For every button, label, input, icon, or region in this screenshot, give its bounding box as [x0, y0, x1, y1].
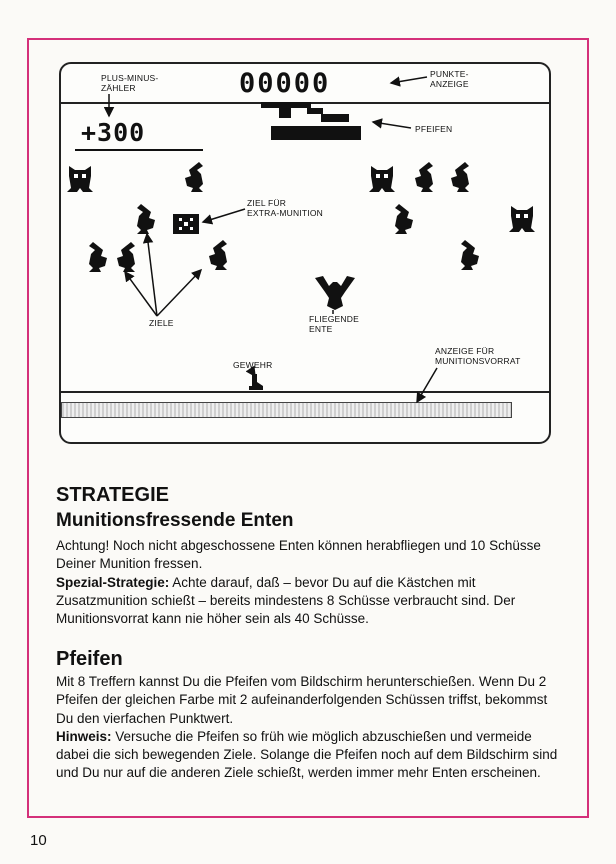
score-display: 00000 [239, 68, 331, 99]
strategy-paragraph: Achtung! Noch nicht abgeschossene Enten können herabfliegen und 10 Schüsse Deiner Munition fressen. [56, 538, 541, 572]
strategy-body [56, 537, 566, 628]
callout-arrows [61, 64, 551, 444]
pipes-paragraph: Mit 8 Treffern kannst Du die Pfeifen vom Bildschirm herunterschießen. Wenn Du 2 Pfeifen der gleichen Farbe mit 2 aufeinanderfolgenden Schüssen triffst, bekommst Du den vierfachen Punktwert. [56, 674, 548, 726]
counter-display: +300 [81, 118, 146, 147]
page-number: 10 [30, 832, 47, 849]
special-strategy-label: Spezial-Strategie: [56, 574, 170, 590]
pipes-body [56, 673, 566, 783]
pipes-heading: Pfeifen [56, 648, 123, 670]
targets-label: ZIELE [149, 318, 174, 328]
hint-text: Versuche die Pfeifen so früh wie möglich abzuschießen und vermeide dabei die sich bewegenden Ziele. Solange die Pfeifen noch auf dem Bildschirm sind und Du nur auf die anderen Ziele schießt, werden immer mehr Enten erscheinen. [56, 728, 558, 781]
counter-label: PLUS-MINUS- ZÄHLER [101, 73, 159, 93]
ammo-target-label: ZIEL FÜR EXTRA-MUNITION [247, 198, 323, 218]
score-label: PUNKTE- ANZEIGE [430, 69, 469, 89]
ammo-display-label: ANZEIGE FÜR MUNITIONSVORRAT [435, 346, 521, 366]
pipes-label: PFEIFEN [415, 124, 453, 134]
strategy-heading: STRATEGIE [56, 484, 169, 506]
special-strategy-text: Achte darauf, daß – bevor Du auf die Kästchen mit Zusatzmunition schießt – bereits mindestens 8 Schüsse verbraucht sind. Der Munitionsvorrat kann nie höher sein als 40 Schüsse. [56, 574, 516, 627]
gun-label: GEWEHR [233, 360, 273, 370]
flying-duck-label: FLIEGENDE ENTE [309, 314, 359, 334]
game-screen-illustration [59, 62, 551, 444]
hint-label: Hinweis: [56, 728, 112, 744]
strategy-subheading: Munitionsfressende Enten [56, 510, 294, 531]
